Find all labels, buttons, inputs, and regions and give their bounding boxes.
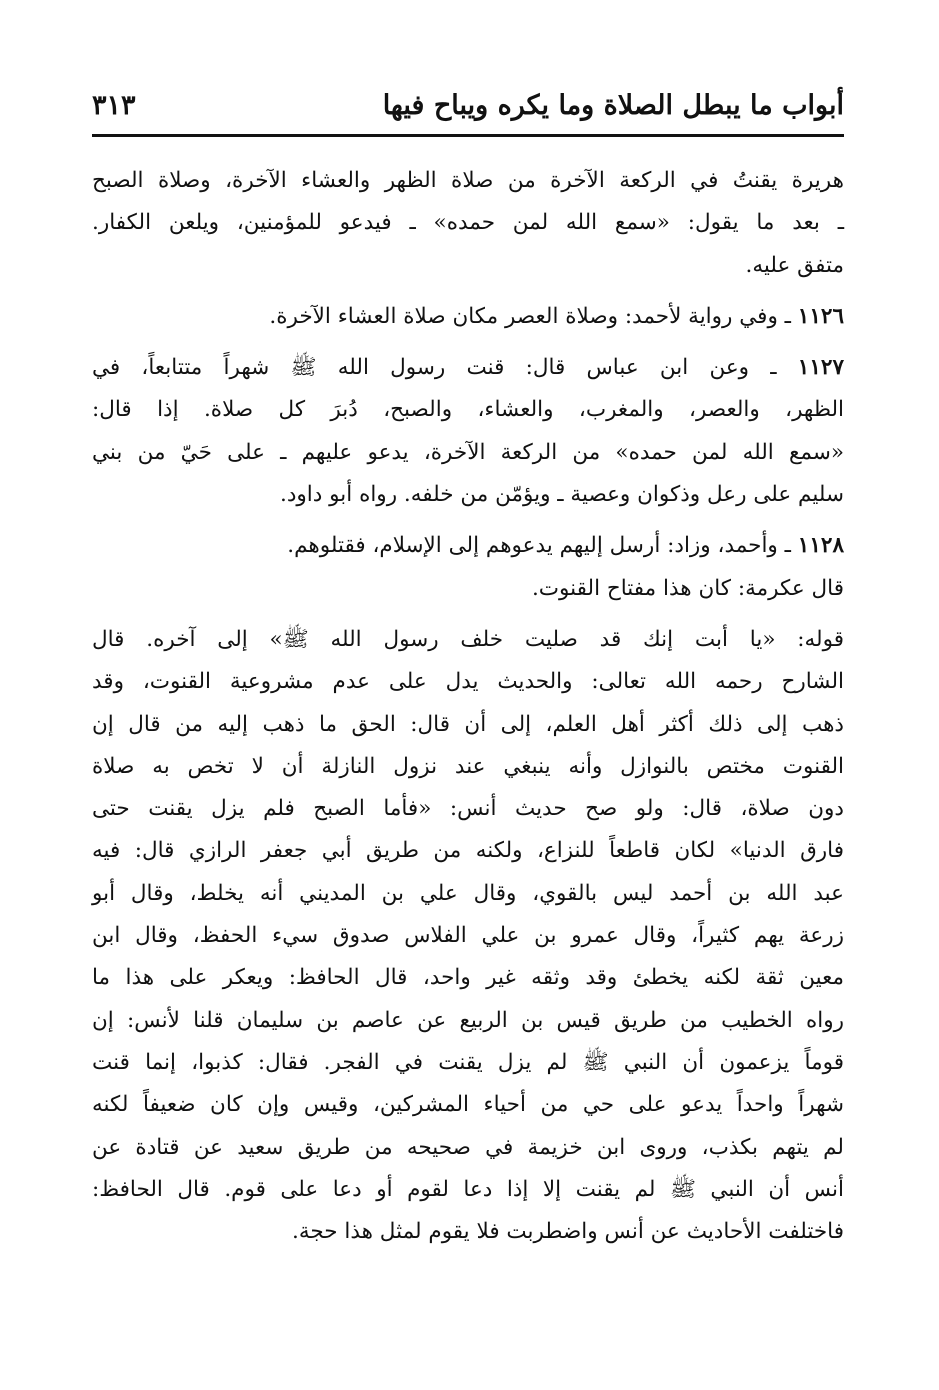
text-line: «سمع الله لمن حمده» من الركعة الآخرة، يدعو عليهم ـ على حَيّ من بني [92, 439, 844, 465]
text-line [92, 525, 844, 567]
text-line: الشارح رحمه الله تعالى: والحديث يدل على عدم مشروعية القنوت، وقد [92, 669, 844, 695]
hadith-1126 [92, 296, 844, 338]
hadith-text: ـ وأحمد، وزاد: أرسل إليهم يدعوهم إلى الإسلام، فقتلوهم. [287, 533, 798, 559]
text-line: قوماً يزعمون أن النبي ﷺ لم يزل يقنت في الفجر. فقال: كذبوا، إنما قنت [92, 1049, 844, 1075]
text-line: أنس أن النبي ﷺ لم يقنت إلا إذا دعا لقوم أو دعا على قوم. قال الحافظ: [92, 1176, 844, 1202]
text-line: فاختلفت الأحاديث عن أنس واضطربت فلا يقوم لمثل هذا حجة. [292, 1219, 844, 1245]
running-header-title: أبواب ما يبطل الصلاة وما يكره ويباح فيها [382, 90, 844, 121]
hadith-number: ١١٢٧ [797, 355, 844, 381]
commentary-paragraph [92, 619, 844, 1253]
text-line [92, 347, 844, 389]
text-line [92, 296, 844, 338]
hadith-number: ١١٢٨ [797, 533, 844, 559]
text-line: متفق عليه. [745, 252, 844, 278]
text-line: فارق الدنيا» لكان قاطعاً للنزاع، ولكنه من طريق أبي جعفر الرازي قال: فيه [92, 838, 844, 864]
page-header [92, 86, 844, 134]
text-line: دون صلاة، قال: ولو صح حديث أنس: «فأما الصبح فلم يزل يقنت حتى [92, 796, 844, 822]
page-number: ٣١٣ [92, 90, 136, 121]
hadith-text: ـ وفي رواية لأحمد: وصلاة العصر مكان صلاة العشاء الآخرة. [269, 303, 798, 329]
text-line: سليم على رعل وذكوان وعصية ـ ويؤمّن من خلفه. رواه أبو داود. [280, 482, 844, 508]
hadith-number: ١١٢٦ [797, 303, 844, 329]
text-line: لم يتهم بكذب، وروى ابن خزيمة في صحيحه من طريق سعيد عن قتادة عن [92, 1134, 844, 1160]
text-line: رواه الخطيب من طريق قيس بن الربيع عن عاصم بن سليمان قلنا لأنس: إن [92, 1007, 844, 1033]
text-line: هريرة يقنتُ في الركعة الآخرة من صلاة الظهر والعشاء الآخرة، وصلاة الصبح [92, 168, 844, 193]
text-line: ـ بعد ما يقول: «سمع الله لمن حمده» ـ فيدعو للمؤمنين، ويلعن الكفار. [92, 210, 844, 236]
hadith-1127 [92, 347, 844, 516]
text-line: القنوت مختص بالنوازل وأنه ينبغي عند نزول النازلة أن لا تخص به صلاة [92, 753, 844, 779]
text-line: الظهر، والعصر، والمغرب، والعشاء، والصبح، دُبرَ كل صلاة. إذا قال: [92, 397, 844, 423]
text-line: شهراً واحداً يدعو على حي من أحياء المشركين، وقيس وإن كان ضعيفاً لكنه [92, 1092, 844, 1118]
text-line: قوله: «يا أبت إنك قد صليت خلف رسول الله ﷺ» إلى آخره. قال [92, 626, 844, 652]
body-text [92, 160, 844, 1262]
text-line: عبد الله بن أحمد ليس بالقوي، وقال علي بن المديني أنه يخلط، وقال أبو [92, 880, 844, 906]
hadith-text: ـ وعن ابن عباس قال: قنت رسول الله ﷺ شهراً متتابعاً، في [92, 355, 798, 381]
text-line: قال عكرمة: كان هذا مفتاح القنوت. [531, 575, 844, 601]
text-line: ذهب إلى ذلك أكثر أهل العلم، إلى أن قال: الحق ما ذهب إليه من قال إن [92, 711, 844, 737]
hadith-1128 [92, 525, 844, 610]
paragraph-continuation [92, 160, 844, 287]
text-line: معين ثقة لكنه يخطئ وقد وثقه غير واحد، قال الحافظ: ويعكر على هذا ما [92, 965, 844, 991]
header-divider [92, 134, 844, 137]
text-line: زرعة يهم كثيراً، وقال عمرو بن علي الفلاس صدوق سيء الحفظ، وقال ابن [92, 923, 844, 949]
